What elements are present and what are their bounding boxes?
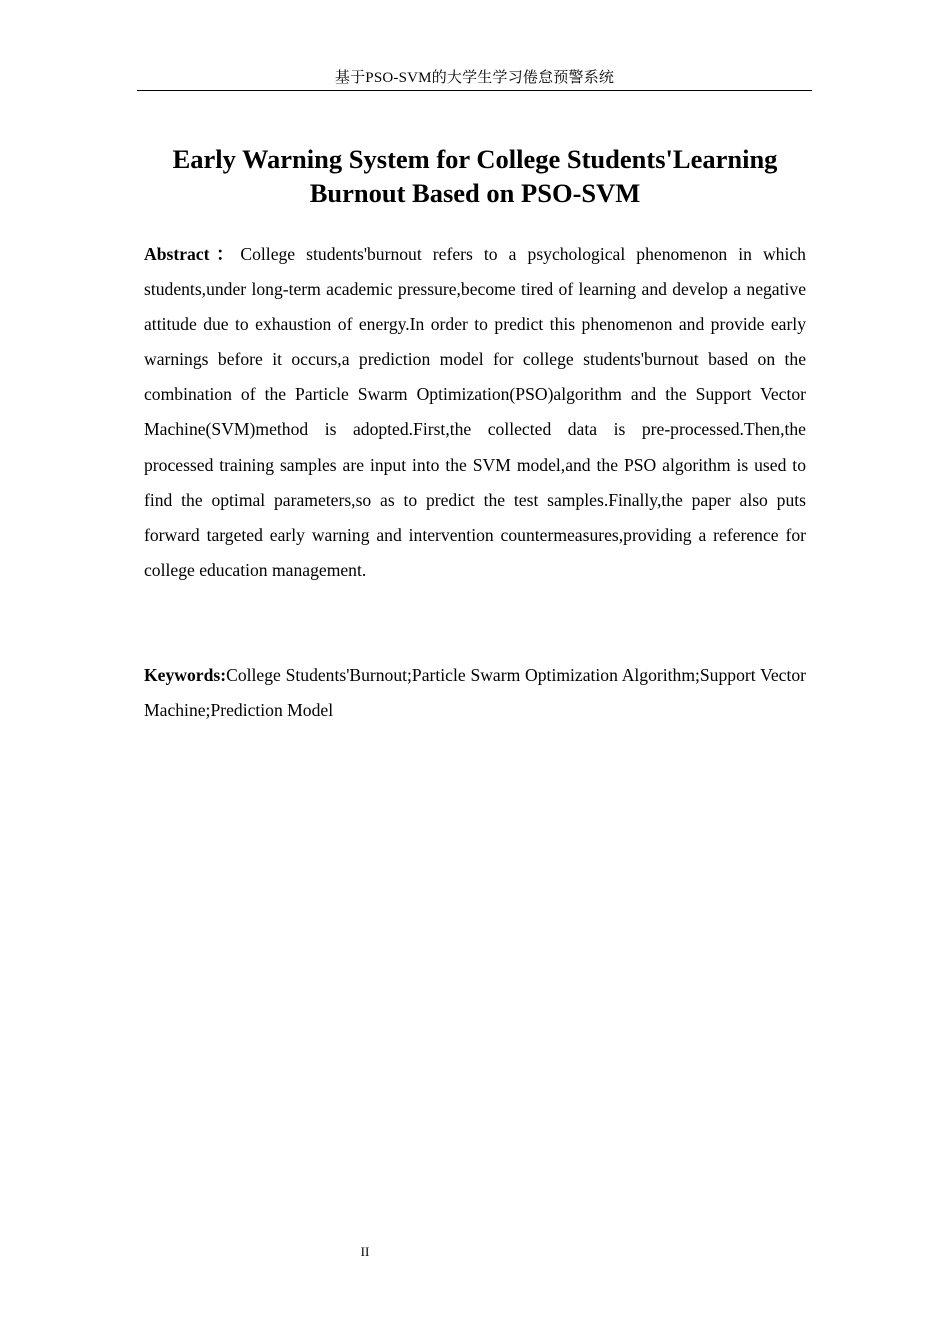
abstract-text: College students'burnout refers to a psychological phenomenon in which students,under long-term academic pressure,become tired of learning and develop a negative attitude due to exhaustion of energy.In order to predict this phenomenon and provide early warnings before it occurs,a prediction model for college students'burnout based on the combination of the Particle Swarm Optimization(PSO)algorithm and the Support Vector Machine(SVM)method is adopted.First,the collected data is pre-processed.Then,the processed training samples are input into the SVM model,and the PSO algorithm is used to find the optimal parameters,so as to predict the test samples.Finally,the paper also puts forward targeted early warning and intervention countermeasures,providing a reference for college education management. [144, 244, 806, 580]
abstract-label: Abstract： [144, 244, 241, 264]
page-number: II [360, 1244, 370, 1259]
header-divider [137, 90, 812, 91]
keywords-text: College Students'Burnout;Particle Swarm Optimization Algorithm;Support Vector Machine;Prediction Model [144, 665, 806, 721]
paper-title: Early Warning System for College Students'Learning Burnout Based on PSO-SVM [172, 144, 778, 208]
abstract-paragraph [144, 237, 806, 588]
running-header: 基于PSO-SVM的大学生学习倦怠预警系统 [334, 70, 615, 86]
keywords-label: Keywords: [144, 665, 227, 685]
keywords-paragraph [144, 658, 806, 728]
